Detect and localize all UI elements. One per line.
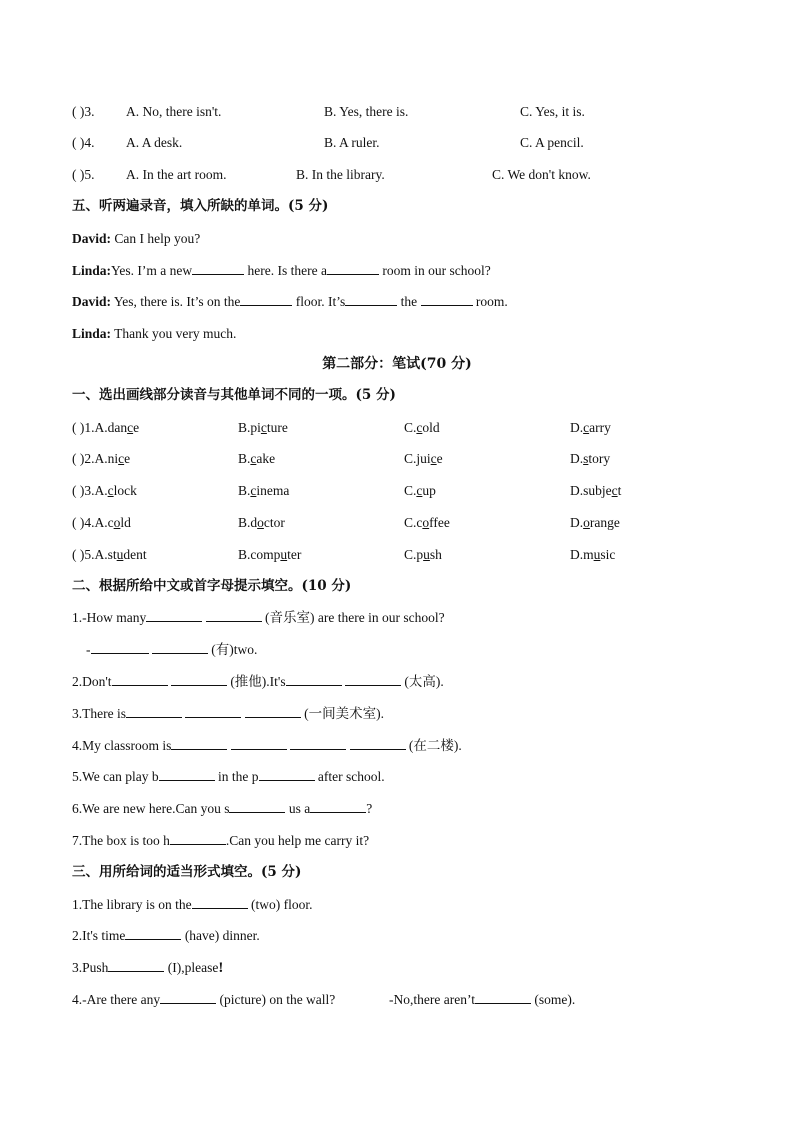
answer-blank[interactable]	[206, 609, 262, 622]
q2-line-4: 4.My classroom is (在二楼).	[72, 738, 462, 753]
answer-blank[interactable]	[345, 673, 401, 686]
q1-option-d: D.music	[570, 547, 616, 562]
answer-blank[interactable]	[310, 800, 366, 813]
q2-line-2: 2.Don't (推他).It's (太高).	[72, 674, 444, 689]
answer-blank[interactable]	[125, 927, 181, 940]
q2-line-1-answer: - (有)two.	[86, 642, 258, 657]
dialogue-line-2	[72, 262, 491, 280]
q1-option-d: D.story	[570, 451, 611, 466]
q2-line-1: 1.-How many (音乐室) are there in our school?	[72, 610, 445, 625]
answer-blank[interactable]	[192, 262, 244, 275]
q2-line-3: 3.There is (一间美术室).	[72, 706, 384, 721]
section-5-heading: 五、听两遍录音，填入所缺的单词。(5 分)	[72, 198, 329, 214]
answer-blank[interactable]	[327, 262, 379, 275]
option-c: C. A pencil.	[520, 135, 584, 150]
answer-blank[interactable]	[112, 673, 168, 686]
answer-blank[interactable]	[126, 705, 182, 718]
answer-blank[interactable]	[171, 673, 227, 686]
answer-blank[interactable]	[245, 705, 301, 718]
q1-option-b: B.picture	[238, 420, 288, 435]
answer-blank[interactable]	[91, 641, 149, 654]
dialogue-text: Yes. I’m a new	[111, 263, 193, 278]
dialogue-text: the	[400, 294, 418, 309]
option-a: A. No, there isn't.	[126, 104, 222, 119]
answer-blank[interactable]	[290, 737, 346, 750]
q1-item: ( )5.A.student	[72, 547, 147, 562]
q1-option-b: B.cinema	[238, 483, 290, 498]
q1-option-d: D.orange	[570, 515, 620, 530]
q3-line-2: 2.It's time (have) dinner.	[72, 928, 260, 943]
answer-blank[interactable]	[421, 293, 473, 306]
answer-blank[interactable]	[171, 737, 227, 750]
q1-option-b: B.computer	[238, 547, 302, 562]
question-number: ( )3.	[72, 104, 95, 119]
option-b: B. A ruler.	[324, 135, 380, 150]
q1-option-c: C.juice	[404, 451, 443, 466]
answer-blank[interactable]	[108, 959, 164, 972]
answer-blank[interactable]	[159, 768, 215, 781]
option-b: B. In the library.	[296, 167, 385, 182]
q1-option-c: C.cold	[404, 420, 440, 435]
answer-blank[interactable]	[229, 800, 285, 813]
q2-line-5: 5.We can play b in the p after school.	[72, 769, 385, 784]
answer-blank[interactable]	[259, 768, 315, 781]
dialogue-text: floor. It’s	[295, 294, 346, 309]
option-a: A. In the art room.	[126, 167, 227, 182]
answer-blank[interactable]	[240, 293, 292, 306]
part-2-title: 第二部分：笔试(70 分)	[322, 356, 472, 372]
speaker-name: Linda:	[72, 326, 112, 341]
q2-line-6: 6.We are new here.Can you s us a ?	[72, 801, 373, 816]
q1-option-b: B.cake	[238, 451, 276, 466]
q1-item: ( )2.A.nice	[72, 451, 131, 466]
answer-blank[interactable]	[160, 991, 216, 1004]
q1-item: ( )4.A.cold	[72, 515, 131, 530]
q3-line-3: 3.Push (I),please!	[72, 960, 224, 976]
option-c: C. Yes, it is.	[520, 104, 585, 119]
question-1-heading: 一、选出画线部分读音与其他单词不同的一项。(5 分)	[72, 387, 396, 403]
question-number: ( )5.	[72, 167, 95, 182]
answer-blank[interactable]	[345, 293, 397, 306]
speaker-name: David:	[72, 294, 112, 309]
answer-blank[interactable]	[146, 609, 202, 622]
dialogue-text: here. Is there a	[247, 263, 327, 278]
dialogue-text: room.	[475, 294, 508, 309]
dialogue-line-1	[72, 230, 200, 248]
question-number: ( )4.	[72, 135, 95, 150]
dialogue-text: Yes, there is. It’s on the	[113, 294, 241, 309]
dialogue-line-3	[72, 293, 508, 311]
dialogue-text: room in our school?	[382, 263, 491, 278]
answer-blank[interactable]	[185, 705, 241, 718]
answer-blank[interactable]	[286, 673, 342, 686]
q1-option-c: C.push	[404, 547, 442, 562]
q1-option-b: B.doctor	[238, 515, 285, 530]
option-c: C. We don't know.	[492, 167, 591, 182]
dialogue-line-4	[72, 325, 236, 343]
q1-option-d: D.subject	[570, 483, 622, 498]
option-b: B. Yes, there is.	[324, 104, 409, 119]
q1-item: ( )1.A.dance	[72, 420, 140, 435]
q1-item: ( )3.A.clock	[72, 483, 137, 498]
answer-blank[interactable]	[350, 737, 406, 750]
answer-blank[interactable]	[231, 737, 287, 750]
speaker-name: Linda:	[72, 263, 112, 278]
dialogue-text: Can I help you?	[114, 231, 201, 246]
q3-line-1: 1.The library is on the (two) floor.	[72, 897, 313, 912]
answer-blank[interactable]	[192, 896, 248, 909]
q1-option-d: D.carry	[570, 420, 611, 435]
q3-line-4-answer: -No,there aren’t (some).	[389, 992, 576, 1007]
question-2-heading: 二、根据所给中文或首字母提示填空。(10 分)	[72, 578, 352, 594]
question-3-heading: 三、用所给词的适当形式填空。(5 分)	[72, 864, 302, 880]
q1-option-c: C.coffee	[404, 515, 450, 530]
answer-blank[interactable]	[152, 641, 208, 654]
option-a: A. A desk.	[126, 135, 183, 150]
speaker-name: David:	[72, 231, 112, 246]
q3-line-4: 4.-Are there any (picture) on the wall?	[72, 992, 336, 1007]
dialogue-text: Thank you very much.	[114, 326, 237, 341]
answer-blank[interactable]	[170, 832, 226, 845]
q2-line-7: 7.The box is too h .Can you help me carry it?	[72, 833, 370, 848]
answer-blank[interactable]	[475, 991, 531, 1004]
q1-option-c: C.cup	[404, 483, 436, 498]
